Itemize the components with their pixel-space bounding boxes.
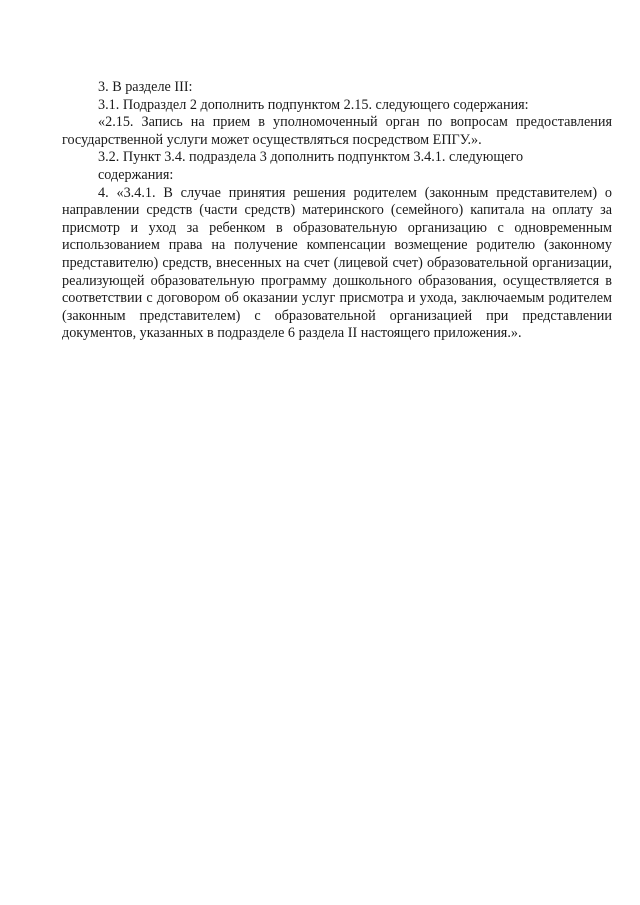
section-item-3-2-line-1: 3.2. Пункт 3.4. подраздела 3 дополнить подпунктом 3.4.1. следующего [98, 149, 524, 166]
section-item-4: 4. «3.4.1. В случае принятия решения родителем (законным представителем) о направлении средств (части средств) материнского (семейного) капитала на оплату за присмотр и уход за ребенком в образовательную организацию с одновременным использованием права на получение компенсации возмещение родителю (законному представителю) средств, внесенных на счет (лицевой счет) образовательной организации, реализующей образовательную программу дошкольного образования, осуществляется в соответствии с договором об оказании услуг присмотра и ухода, заключаемым родителем (законным представителем) с образовательной организацией при представлении документов, указанных в подразделе 6 раздела II настоящего приложения.». [62, 184, 612, 342]
document-body [62, 79, 612, 343]
section-item-3: 3. В разделе III: [98, 79, 193, 95]
section-item-3-2-line-2: содержания: [98, 166, 174, 183]
subitem-2-15: «2.15. Запись на прием в уполномоченный орган по вопросам предоставления государственной услуги может осуществляться посредством ЕПГУ.». [62, 114, 612, 148]
section-item-3-1: 3.1. Подраздел 2 дополнить подпунктом 2.15. следующего содержания: [98, 96, 529, 113]
